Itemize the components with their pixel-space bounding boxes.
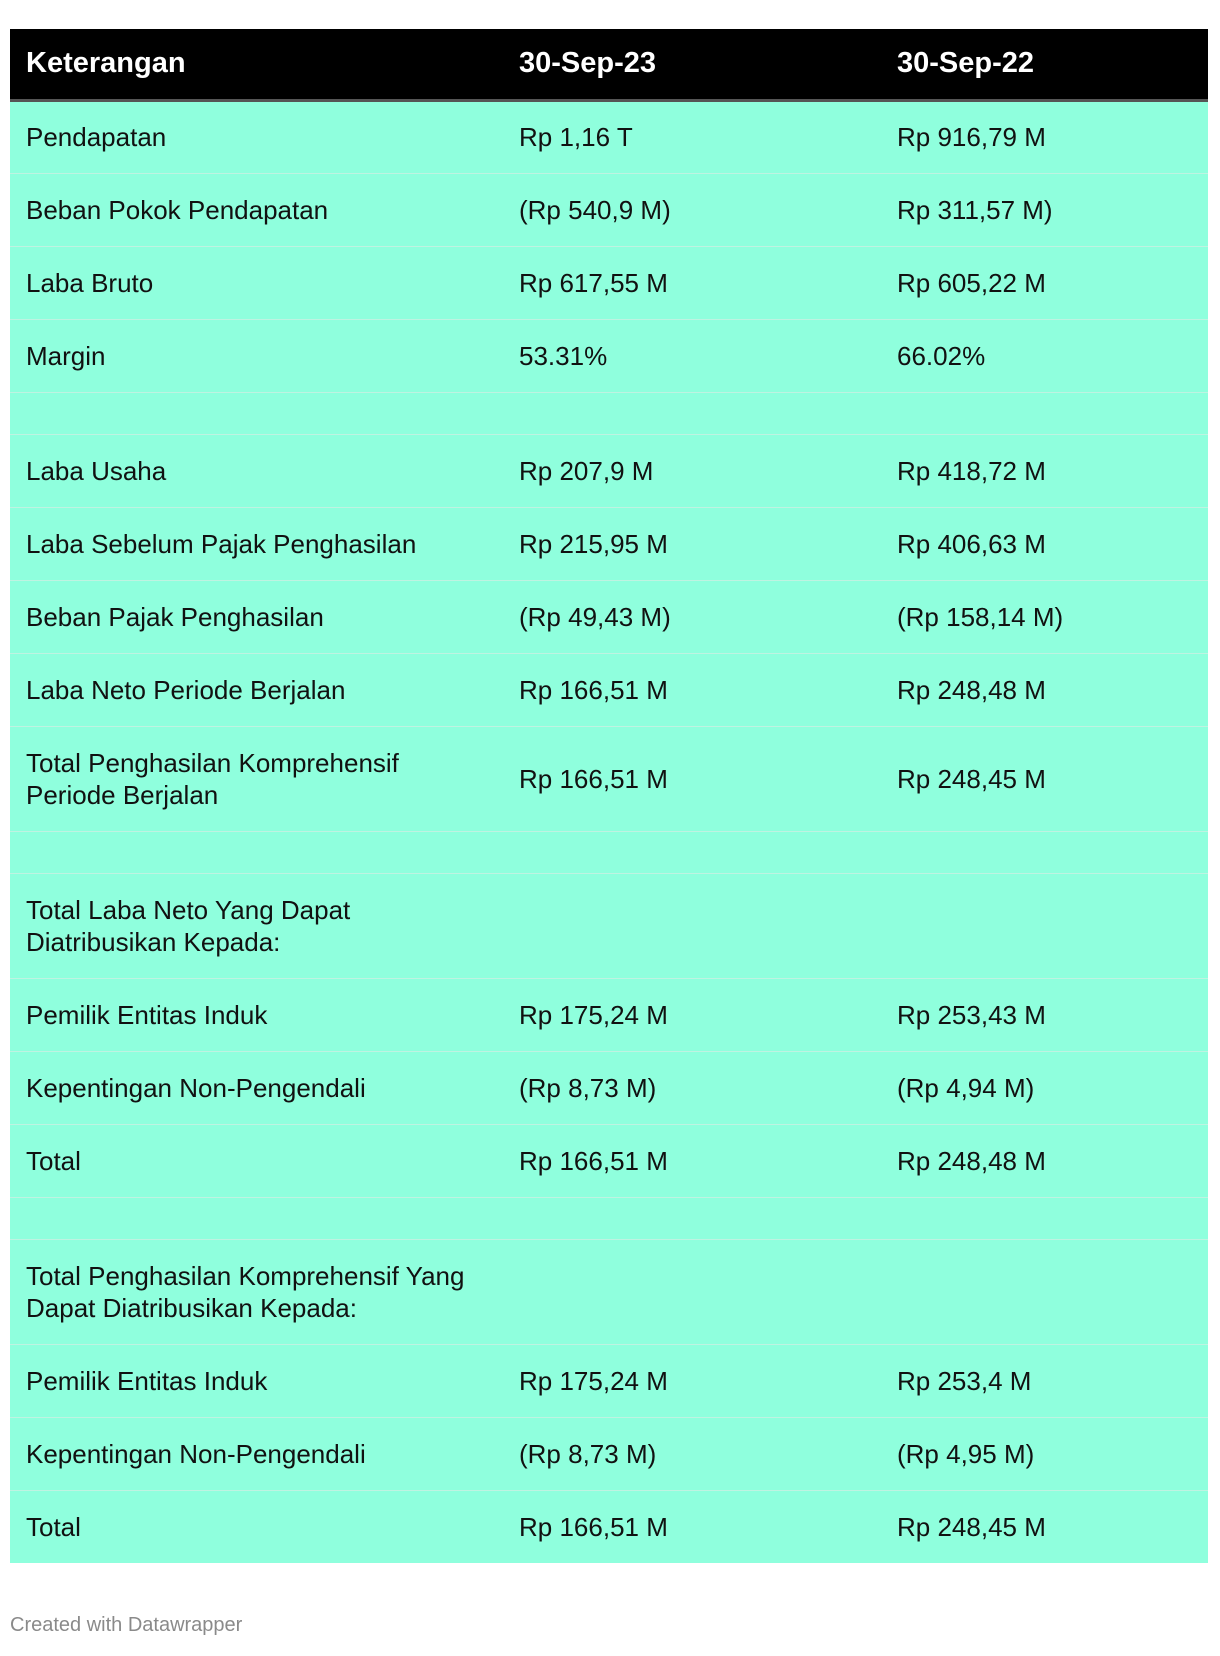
row-label-cell bbox=[10, 392, 503, 434]
value-cell-30-sep-22: Rp 418,72 M bbox=[881, 434, 1208, 507]
row-label-cell: Laba Sebelum Pajak Penghasilan bbox=[10, 507, 503, 580]
row-label-cell: Total Penghasilan Komprehensif Periode Berjalan bbox=[10, 726, 503, 831]
value-cell-30-sep-23: Rp 207,9 M bbox=[503, 434, 881, 507]
column-header-30-sep-22: 30-Sep-22 bbox=[897, 47, 1035, 80]
datawrapper-credit: Created with Datawrapper bbox=[10, 1614, 243, 1636]
table-row bbox=[10, 1490, 1208, 1563]
table-row bbox=[10, 1197, 1208, 1239]
column-header-keterangan: Keterangan bbox=[26, 47, 186, 80]
table-row bbox=[10, 507, 1208, 580]
value-cell-30-sep-23 bbox=[503, 831, 881, 873]
table-row bbox=[10, 1344, 1208, 1417]
table-row bbox=[10, 653, 1208, 726]
table-row bbox=[10, 319, 1208, 392]
value-cell-30-sep-23: 53.31% bbox=[503, 319, 881, 392]
data-table bbox=[10, 29, 1208, 1563]
row-label-cell: Laba Usaha bbox=[10, 434, 503, 507]
row-label-cell bbox=[10, 1197, 503, 1239]
row-label-cell: Beban Pajak Penghasilan bbox=[10, 580, 503, 653]
table-header-row bbox=[10, 29, 1208, 100]
value-cell-30-sep-22: Rp 605,22 M bbox=[881, 246, 1208, 319]
value-cell-30-sep-22: Rp 916,79 M bbox=[881, 100, 1208, 173]
value-cell-30-sep-23: Rp 1,16 T bbox=[503, 100, 881, 173]
value-cell-30-sep-22: Rp 311,57 M) bbox=[881, 173, 1208, 246]
row-label-cell: Total bbox=[10, 1490, 503, 1563]
row-label-cell: Total bbox=[10, 1124, 503, 1197]
value-cell-30-sep-22: Rp 248,45 M bbox=[881, 1490, 1208, 1563]
table-row bbox=[10, 873, 1208, 978]
value-cell-30-sep-23 bbox=[503, 1197, 881, 1239]
table-row bbox=[10, 1124, 1208, 1197]
table-row bbox=[10, 580, 1208, 653]
value-cell-30-sep-23: (Rp 8,73 M) bbox=[503, 1051, 881, 1124]
value-cell-30-sep-23: Rp 175,24 M bbox=[503, 1344, 881, 1417]
row-label-cell: Pendapatan bbox=[10, 100, 503, 173]
table-row bbox=[10, 1417, 1208, 1490]
value-cell-30-sep-22: Rp 406,63 M bbox=[881, 507, 1208, 580]
value-cell-30-sep-22 bbox=[881, 392, 1208, 434]
data-table-container bbox=[10, 29, 1208, 1563]
row-label-cell: Kepentingan Non-Pengendali bbox=[10, 1417, 503, 1490]
row-label-cell: Pemilik Entitas Induk bbox=[10, 1344, 503, 1417]
table-row bbox=[10, 726, 1208, 831]
row-label-cell bbox=[10, 831, 503, 873]
value-cell-30-sep-23 bbox=[503, 1239, 881, 1344]
value-cell-30-sep-22 bbox=[881, 1239, 1208, 1344]
row-label-cell: Kepentingan Non-Pengendali bbox=[10, 1051, 503, 1124]
row-label-cell: Total Penghasilan Komprehensif Yang Dapat Diatribusikan Kepada: bbox=[10, 1239, 503, 1344]
value-cell-30-sep-22: (Rp 4,94 M) bbox=[881, 1051, 1208, 1124]
value-cell-30-sep-23: (Rp 8,73 M) bbox=[503, 1417, 881, 1490]
table-row bbox=[10, 1239, 1208, 1344]
table-row bbox=[10, 434, 1208, 507]
row-label-cell: Total Laba Neto Yang Dapat Diatribusikan Kepada: bbox=[10, 873, 503, 978]
value-cell-30-sep-23 bbox=[503, 392, 881, 434]
table-row bbox=[10, 392, 1208, 434]
value-cell-30-sep-22 bbox=[881, 831, 1208, 873]
value-cell-30-sep-22 bbox=[881, 1197, 1208, 1239]
value-cell-30-sep-22: (Rp 158,14 M) bbox=[881, 580, 1208, 653]
value-cell-30-sep-22: (Rp 4,95 M) bbox=[881, 1417, 1208, 1490]
table-row bbox=[10, 246, 1208, 319]
table-row bbox=[10, 100, 1208, 173]
column-header-30-sep-23: 30-Sep-23 bbox=[519, 47, 657, 80]
row-label-cell: Laba Neto Periode Berjalan bbox=[10, 653, 503, 726]
table-row bbox=[10, 173, 1208, 246]
value-cell-30-sep-23: Rp 175,24 M bbox=[503, 978, 881, 1051]
value-cell-30-sep-22: Rp 253,4 M bbox=[881, 1344, 1208, 1417]
value-cell-30-sep-23: Rp 166,51 M bbox=[503, 1490, 881, 1563]
table-row bbox=[10, 831, 1208, 873]
value-cell-30-sep-22: Rp 248,45 M bbox=[881, 726, 1208, 831]
value-cell-30-sep-23: Rp 617,55 M bbox=[503, 246, 881, 319]
value-cell-30-sep-23: Rp 166,51 M bbox=[503, 653, 881, 726]
table-row bbox=[10, 978, 1208, 1051]
value-cell-30-sep-23: Rp 215,95 M bbox=[503, 507, 881, 580]
value-cell-30-sep-22: Rp 253,43 M bbox=[881, 978, 1208, 1051]
table-body bbox=[10, 100, 1208, 1563]
value-cell-30-sep-23: Rp 166,51 M bbox=[503, 1124, 881, 1197]
row-label-cell: Beban Pokok Pendapatan bbox=[10, 173, 503, 246]
row-label-cell: Pemilik Entitas Induk bbox=[10, 978, 503, 1051]
row-label-cell: Margin bbox=[10, 319, 503, 392]
table-row bbox=[10, 1051, 1208, 1124]
value-cell-30-sep-22: Rp 248,48 M bbox=[881, 1124, 1208, 1197]
value-cell-30-sep-22: Rp 248,48 M bbox=[881, 653, 1208, 726]
value-cell-30-sep-22: 66.02% bbox=[881, 319, 1208, 392]
value-cell-30-sep-23 bbox=[503, 873, 881, 978]
value-cell-30-sep-23: Rp 166,51 M bbox=[503, 726, 881, 831]
row-label-cell: Laba Bruto bbox=[10, 246, 503, 319]
value-cell-30-sep-22 bbox=[881, 873, 1208, 978]
value-cell-30-sep-23: (Rp 49,43 M) bbox=[503, 580, 881, 653]
value-cell-30-sep-23: (Rp 540,9 M) bbox=[503, 173, 881, 246]
